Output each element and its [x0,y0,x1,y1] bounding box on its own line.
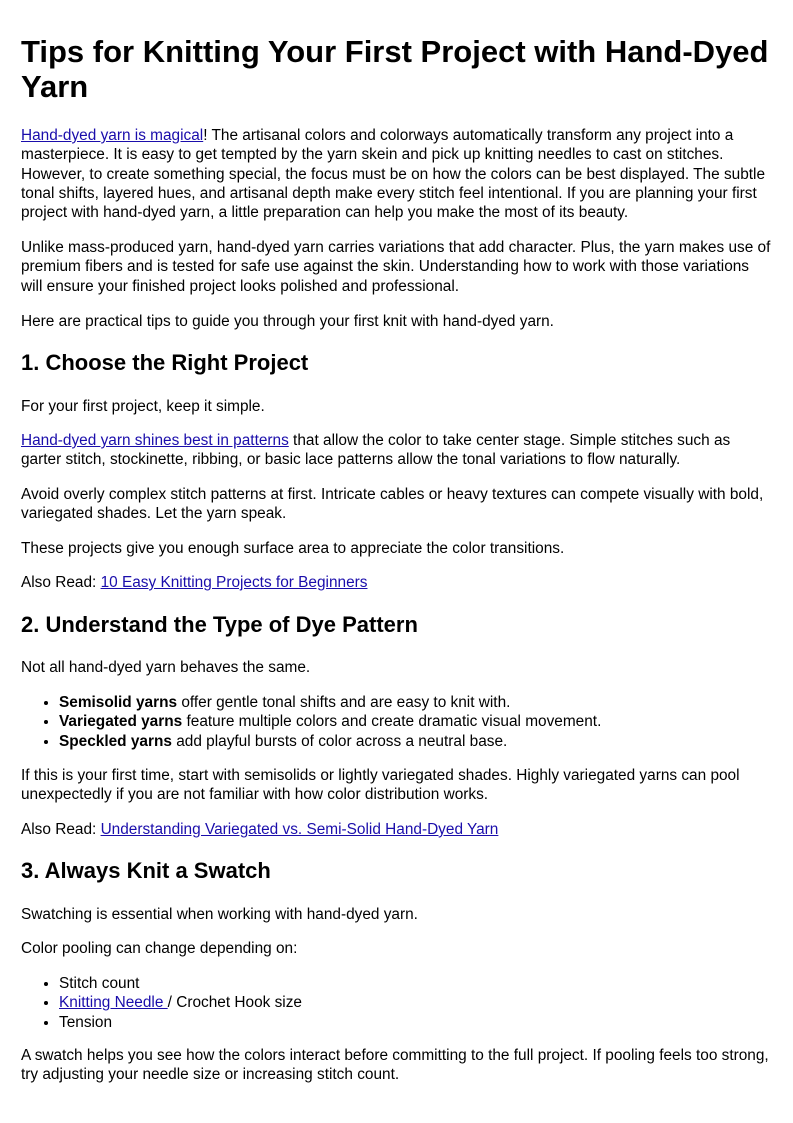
section-1-paragraph-3: Avoid overly complex stitch patterns at first. Intricate cables or heavy textures can compete visually with bold, variegated shades. Let the yarn speak. [21,486,764,523]
patterns-link[interactable]: Hand-dyed yarn shines best in patterns [21,432,289,449]
intro-link[interactable]: Hand-dyed yarn is magical [21,127,204,144]
list-item: • Speckled yarns add playful bursts of color across a neutral base. [59,732,771,751]
list-item: • Variegated yarns feature multiple colors and create dramatic visual movement. [59,712,771,731]
section-3-paragraph-3: A swatch helps you see how the colors interact before committing to the full project. If pooling feels too strong, try adjusting your needle size or increasing stitch count. [21,1047,769,1084]
section-3-paragraph-1: Swatching is essential when working with hand-dyed yarn. [21,906,418,923]
knitting-needle-link[interactable]: Knitting Needle [59,994,168,1012]
list-item: • Stitch count [59,974,771,993]
section-2-paragraph-2: If this is your first time, start with semisolids or lightly variegated shades. Highly variegated yarns can pool unexpectedly if you are not familiar with how color distribution works. [21,767,740,804]
section-1-paragraph-4: These projects give you enough surface area to appreciate the color transitions. [21,540,565,557]
section-3-paragraph-2: Color pooling can change depending on: [21,940,298,957]
intro-paragraph-2: Unlike mass-produced yarn, hand-dyed yarn carries variations that add character. Plus, the yarn makes use of premium fibers and is tested for safe use against the skin. Understanding how to work with those variations will ensure your finished project looks polished and professional. [21,239,771,295]
section-1-paragraph-2: Hand-dyed yarn shines best in patterns that allow the color to take center stage. Simple stitches such as garter stitch, stockinette, ribbing, or basic lace patterns allow the tonal variations to flow naturally. [21,432,731,469]
section-2-heading: 2. Understand the Type of Dye Pattern [21,612,418,637]
list-item: • Tension [59,1013,771,1032]
list-item: • Knitting Needle / Crochet Hook size [59,993,771,1012]
also-read-link-1[interactable]: 10 Easy Knitting Projects for Beginners [100,574,368,591]
also-read-1: Also Read: 10 Easy Knitting Projects for Beginners [21,574,368,591]
section-2-paragraph-1: Not all hand-dyed yarn behaves the same. [21,659,311,676]
page-title: Tips for Knitting Your First Project with Hand-Dyed Yarn [21,34,769,104]
also-read-link-2[interactable]: Understanding Variegated vs. Semi-Solid Hand-Dyed Yarn [100,821,499,838]
intro-paragraph-3: Here are practical tips to guide you through your first knit with hand-dyed yarn. [21,313,554,330]
intro-paragraph: Hand-dyed yarn is magical! The artisanal colors and colorways automatically transform any project into a masterpiece. It is easy to get tempted by the yarn skein and pick up knitting needles to cast on stitches. However, to create something special, the focus must be on how the colors can be best displayed. The subtle tonal shifts, layered hues, and artisanal depth make every stitch feel intentional. If you are planning your first project with hand-dyed yarn, a little preparation can help you make the most of its beauty. [21,127,766,222]
section-1-paragraph-1: For your first project, keep it simple. [21,398,265,415]
also-read-2: Also Read: Understanding Variegated vs. Semi-Solid Hand-Dyed Yarn [21,821,499,838]
list-item: • Semisolid yarns offer gentle tonal shifts and are easy to knit with. [59,693,771,712]
swatch-factors-list [21,974,771,1032]
section-3-heading: 3. Always Knit a Swatch [21,858,271,883]
dye-pattern-list [21,693,771,751]
section-1-heading: 1. Choose the Right Project [21,350,309,375]
